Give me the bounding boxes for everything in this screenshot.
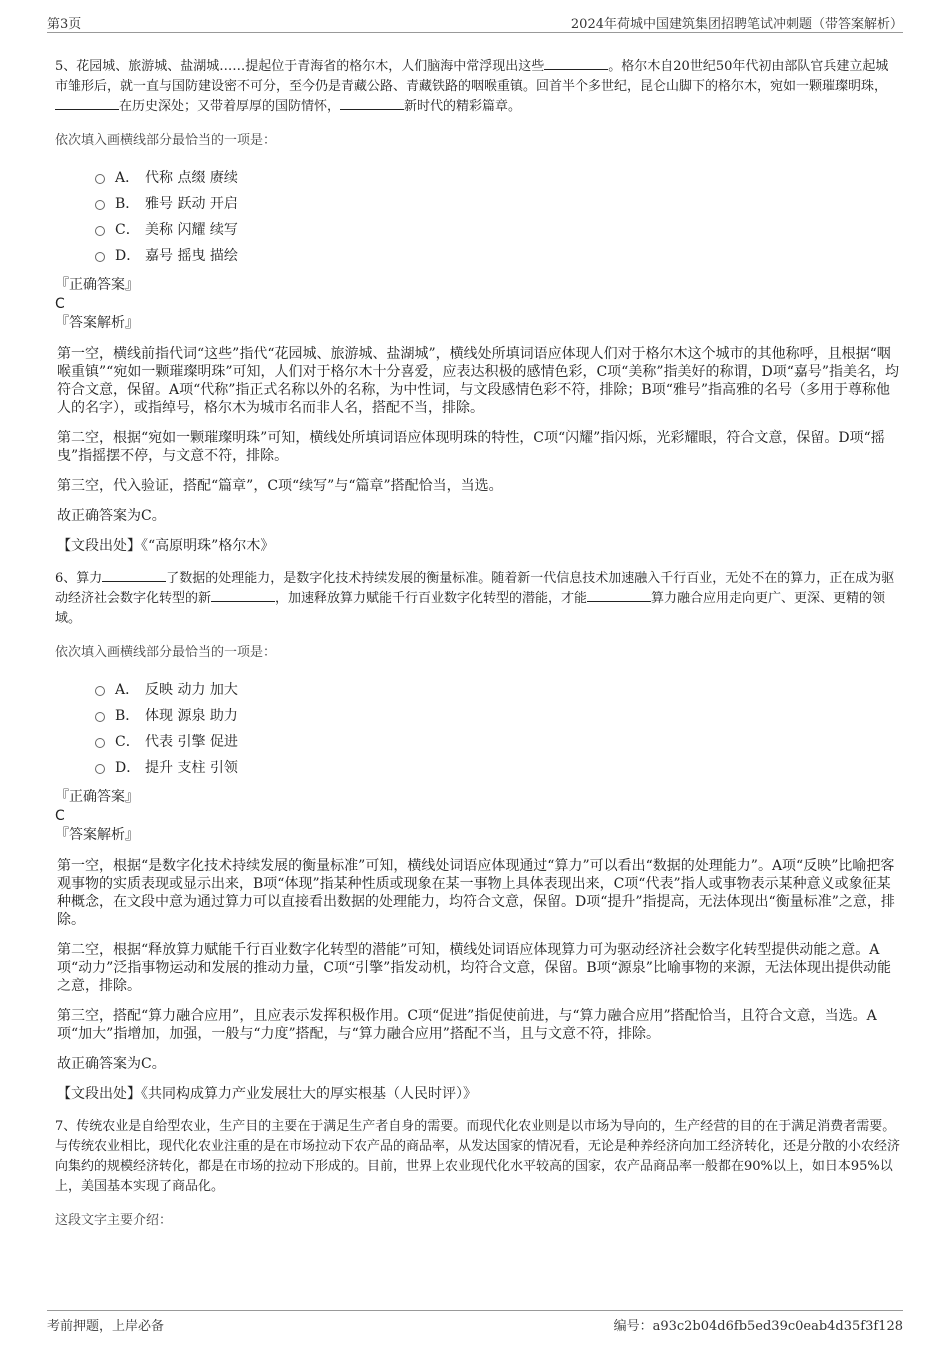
page-number: 第3页: [47, 17, 82, 32]
source-title: 《“高原明珠”格尔木》: [141, 538, 275, 554]
blank: [102, 569, 166, 582]
option-text: 美称 闪耀 续写: [145, 222, 238, 238]
question-7-prompt: 这段文字主要介绍：: [55, 1213, 173, 1228]
option-d[interactable]: [95, 755, 900, 781]
source-title: 《共同构成算力产业发展壮大的厚实根基（人民时评）》: [141, 1086, 477, 1102]
analysis-paragraph: 第三空，搭配“算力融合应用”，且应表示发挥积极作用。C项“促进”指促使前进，与“算力融合应用”搭配恰当，且符合文意，当选。A项“加大”指增加，加强，一般与“力度”搭配，与“算力融合应用”搭配不当，且与文意不符，排除。: [57, 1008, 877, 1042]
option-c[interactable]: [95, 217, 900, 243]
question-6-prompt: 依次填入画横线部分最恰当的一项是：: [55, 645, 277, 660]
question-5-options: [95, 165, 900, 269]
analysis-paragraph: 故正确答案为C。: [57, 1056, 166, 1072]
source-label: 【文段出处】: [57, 1086, 141, 1102]
option-a[interactable]: [95, 165, 900, 191]
source-line: [57, 537, 900, 555]
option-c[interactable]: [95, 729, 900, 755]
option-a[interactable]: [95, 677, 900, 703]
radio-icon[interactable]: [95, 686, 105, 696]
option-label: D．: [115, 248, 141, 264]
radio-icon[interactable]: [95, 764, 105, 774]
analysis-paragraph: 第一空，横线前指代词“这些”指代“花园城、旅游城、盐湖城”，横线处所填词语应体现人们对于格尔木这个城市的其他称呼，且根据“咽喉重镇”“宛如一颗璀璨明珠”可知，人们对于格尔木十分喜爱，应表达积极的感情色彩，C项“美称”指美好的称谓，D项“嘉号”指美名，均符合文意，保留。A项“代称”指正式名称以外的名称，为中性词，与文段感情色彩不符，排除；B项“雅号”指高雅的名号（多用于尊称他人的名字），或指绰号，格尔木为城市名而非人名，搭配不当，排除。: [57, 346, 900, 416]
blank: [211, 589, 275, 602]
option-text: 代称 点缀 赓续: [145, 170, 238, 186]
analysis-paragraph: 第三空，代入验证，搭配“篇章”，C项“续写”与“篇章”搭配恰当，当选。: [57, 478, 503, 494]
analysis-heading: 『答案解析』: [55, 315, 139, 331]
page-footer: [47, 1310, 903, 1335]
blank: [544, 57, 608, 70]
option-b[interactable]: [95, 703, 900, 729]
option-text: 嘉号 摇曳 描绘: [145, 248, 238, 264]
document-id: 编号：a93c2b04d6fb5ed39c0eab4d35f3f128: [613, 1319, 903, 1334]
radio-icon[interactable]: [95, 712, 105, 722]
blank: [55, 97, 119, 110]
question-5-prompt: 依次填入画横线部分最恰当的一项是：: [55, 133, 277, 148]
question-5-text: [55, 57, 900, 117]
answer-heading: 『正确答案』: [55, 789, 139, 805]
option-label: A．: [115, 170, 140, 186]
analysis-paragraph: 故正确答案为C。: [57, 508, 166, 524]
question-6-part-a: 6、算力: [55, 571, 103, 586]
answer-value: C: [55, 296, 65, 312]
question-6-options: [95, 677, 900, 781]
option-b[interactable]: [95, 191, 900, 217]
page-header: [47, 10, 903, 33]
question-6-text: [55, 569, 900, 629]
option-label: B．: [115, 708, 140, 724]
radio-icon[interactable]: [95, 738, 105, 748]
option-text: 雅号 跃动 开启: [145, 196, 238, 212]
document-title: 2024年荷城中国建筑集团招聘笔试冲刺题（带答案解析）: [570, 17, 903, 32]
answer-heading: 『正确答案』: [55, 277, 139, 293]
option-label: A．: [115, 682, 140, 698]
source-line: [57, 1085, 900, 1103]
radio-icon[interactable]: [95, 174, 105, 184]
question-6-part-c: ，加速释放算力赋能千行百业数字化转型的潜能，才能: [275, 591, 588, 606]
document-body: [55, 57, 900, 1231]
option-label: C．: [115, 222, 140, 238]
question-5-part-a: 5、花园城、旅游城、盐湖城……提起位于青海省的格尔木，人们脑海中常浮现出这些: [55, 59, 545, 74]
radio-icon[interactable]: [95, 200, 105, 210]
answer-value: C: [55, 808, 65, 824]
analysis-heading: 『答案解析』: [55, 827, 139, 843]
option-text: 代表 引擎 促进: [145, 734, 238, 750]
radio-icon[interactable]: [95, 226, 105, 236]
question-5-part-b: 。格尔木自20世纪50年代初由部队官兵建立起城市雏形后，就一直与国防建设密不可分，至今仍是青藏公路、青藏铁路的咽喉重镇。回首半个多世纪，昆仑山脚下的格尔木，宛如一颗璀璨明珠，: [55, 59, 889, 94]
question-6-part-d: 算力融合应用走向更广、更深、更精的领域。: [55, 591, 886, 626]
blank: [587, 589, 651, 602]
option-label: B．: [115, 196, 140, 212]
option-label: C．: [115, 734, 140, 750]
analysis-paragraph: 第一空，根据“是数字化技术持续发展的衡量标准”可知，横线处词语应体现通过“算力”可以看出“数据的处理能力”。A项“反映”比喻把客观事物的实质表现或显示出来，B项“体现”指某种性质或现象在某一事物上具体表现出来，C项“代表”指人或事物表示某种意义或象征某种概念，在文段中意为通过算力可以直接看出数据的处理能力，均符合文意，保留。D项“提升”指提高，无法体现出“衡量标准”之意，排除。: [57, 858, 895, 928]
question-7-text: 7、传统农业是自给型农业，生产目的主要在于满足生产者自身的需要。而现代化农业则是以市场为导向的，生产经营的目的在于满足消费者需要。与传统农业相比，现代化农业注重的是在市场拉动下农产品的商品率，从发达国家的情况看，无论是种养经济向加工经济转化，还是分散的小农经济向集约的规模经济转化，都是在市场的拉动下形成的。目前，世界上农业现代化水平较高的国家，农产品商品率一般都在90%以上，如日本95%以上，美国基本实现了商品化。: [55, 1119, 901, 1194]
option-text: 体现 源泉 助力: [145, 708, 238, 724]
option-d[interactable]: [95, 243, 900, 269]
analysis-paragraph: 第二空，根据“释放算力赋能千行百业数字化转型的潜能”可知，横线处词语应体现算力可为驱动经济社会数字化转型提供动能之意。A项“动力”泛指事物运动和发展的推动力量，C项“引擎”指发动机，均符合文意，保留。B项“源泉”比喻事物的来源，无法体现出提供动能之意，排除。: [57, 942, 891, 994]
footer-slogan: 考前押题，上岸必备: [47, 1319, 165, 1334]
question-5-part-d: 新时代的精彩篇章。: [404, 99, 522, 114]
analysis-paragraph: 第二空，根据“宛如一颗璀璨明珠”可知，横线处所填词语应体现明珠的特性，C项“闪耀”指闪烁，光彩耀眼，符合文意，保留。D项“摇曳”指摇摆不停，与文意不符，排除。: [57, 430, 885, 464]
blank: [340, 97, 404, 110]
option-text: 提升 支柱 引领: [145, 760, 238, 776]
radio-icon[interactable]: [95, 252, 105, 262]
option-label: D．: [115, 760, 141, 776]
option-text: 反映 动力 加大: [145, 682, 238, 698]
source-label: 【文段出处】: [57, 538, 141, 554]
question-6-part-b: 了数据的处理能力，是数字化技术持续发展的衡量标准。随着新一代信息技术加速融入千行百业，无处不在的算力，正在成为驱动经济社会数字化转型的新: [55, 571, 895, 606]
question-5-part-c: 在历史深处；又带着厚厚的国防情怀，: [119, 99, 341, 114]
